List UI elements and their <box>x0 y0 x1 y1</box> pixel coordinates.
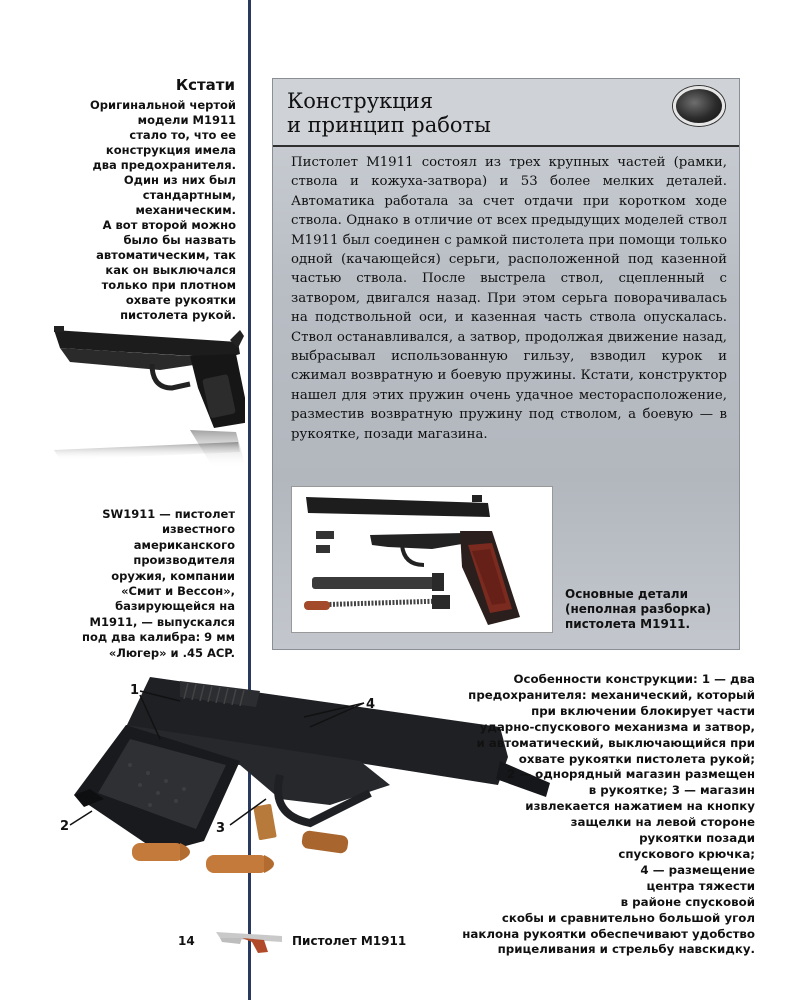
sidebar-line: только при плотном <box>101 278 236 292</box>
features-line: 2 — однорядный магазин размещен <box>506 767 755 782</box>
sidebar-line: А вот второй можно <box>102 218 236 232</box>
sidebar-line: стандартным, <box>142 188 236 202</box>
sidebar-line: пистолета рукой. <box>120 308 236 322</box>
sidebar-line: Оригинальной чертой <box>90 98 236 112</box>
sidebar-note <box>70 98 236 323</box>
features-line: охвате рукоятки пистолета рукой; <box>518 751 755 766</box>
caption-line: оружия, компании <box>111 568 235 583</box>
callout-2: 2 <box>60 819 70 834</box>
features-line: и автоматический, выключающийся при <box>476 735 755 750</box>
features-line: центра тяжести <box>646 878 755 893</box>
caption-line: американского <box>133 537 235 552</box>
caption-line: «Люгер» и .45 ACP. <box>108 645 235 660</box>
features-line: ударно-спускового механизма и затвор, <box>479 719 755 734</box>
footer-pistol-icon <box>212 926 288 954</box>
features-line: извлекается нажатием на кнопку <box>525 799 755 814</box>
features-line: рукоятки позади <box>639 831 755 846</box>
footer-title: Пистолет M1911 <box>292 934 407 948</box>
caption-line: «Смит и Вессон», <box>121 584 235 599</box>
features-line: защелки на левой стороне <box>570 815 755 830</box>
features-line: в рукоятке; 3 — магазин <box>588 783 755 798</box>
features-line: предохранителя: механический, который <box>468 687 755 702</box>
features-line: наклона рукоятки обеспечивают удобство <box>462 926 755 941</box>
sidebar-line: механическим. <box>135 203 236 217</box>
construction-box <box>272 78 740 650</box>
box-title <box>287 89 491 137</box>
features-line: скобы и сравнительно большой угол <box>501 910 755 925</box>
page-number: 14 <box>178 934 195 948</box>
caption-line: известного <box>161 522 235 537</box>
caption-line: под два калибра: 9 мм <box>82 630 235 645</box>
lens-icon <box>673 86 725 126</box>
callout-4: 4 <box>366 697 376 712</box>
disassembled-parts-photo <box>291 486 553 633</box>
caption-line: M1911, — выпускался <box>89 614 235 629</box>
sw1911-pistol-photo <box>40 318 245 498</box>
sidebar-line: Один из них был <box>123 173 236 187</box>
design-features-text <box>410 672 755 958</box>
sidebar-title: Кстати <box>175 76 235 94</box>
sidebar-line: модели M1911 <box>137 113 236 127</box>
features-line: при включении блокирует части <box>531 703 755 718</box>
caption-line: производителя <box>133 553 235 568</box>
box-body-text: Пистолет M1911 состоял из трех крупных частей (рамки, ствола и кожуха-затвора) и 53 более мелких деталей. Автоматика работала за счет отдачи при коротком ходе ствола. Однако в отличие от всех предыдущих моделей ствол M1911 был соединен с рамкой пистолета при помощи только одной (качающейся) серьги, расположенной под казенной частью ствола. После выстрела ствол, сцепленный с затвором, двигался назад. При этом серьга поворачивалась на подствольной оси, и казенная часть ствола опускалась. Ствол останавливался, а затвор, продолжая движение назад, выбрасывал использованную гильзу, взводил курок и сжимал возвратную и боевую пружины. Кстати, конструктор нашел для этих пружин очень удачное месторасположение, разместив возвратную пружину под стволом, а боевую — в рукоятке, позади магазина. <box>291 155 727 442</box>
features-line: в районе спусковой <box>620 894 755 909</box>
sidebar-line: охвате рукоятки <box>125 293 236 307</box>
sidebar-line: было бы назвать <box>123 233 236 247</box>
box-title-line: и принцип работы <box>287 113 491 137</box>
features-line: 4 — размещение <box>640 862 755 877</box>
sidebar-line: автоматическим, так <box>96 248 236 262</box>
features-line: спускового крючка; <box>618 846 755 861</box>
caption-line: базирующейся на <box>115 599 235 614</box>
sidebar-line: стало то, что ее <box>129 128 236 142</box>
box-title-line: Конструкция <box>287 89 433 113</box>
sidebar-line: как он выключался <box>105 263 236 277</box>
callout-3: 3 <box>216 821 226 836</box>
parts-photo-caption: Основные детали (неполная разборка) пистолета M1911. <box>565 587 712 631</box>
sidebar-line: конструкция имела <box>105 143 236 157</box>
box-header <box>273 79 739 147</box>
sw1911-caption <box>60 507 235 661</box>
features-line: Особенности конструкции: 1 — два <box>513 672 755 686</box>
callout-1: 1 <box>130 683 140 698</box>
sidebar-line: два предохранителя. <box>92 158 236 172</box>
features-line: прицеливания и стрельбу навскидку. <box>497 942 755 957</box>
caption-line: SW1911 — пистолет <box>102 507 235 521</box>
